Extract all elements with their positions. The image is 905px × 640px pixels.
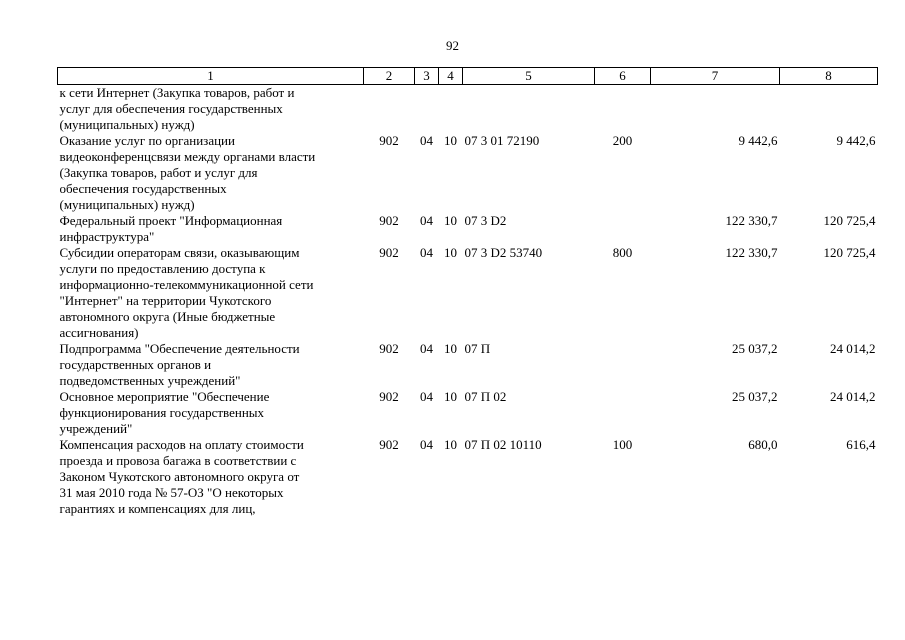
admin-code: 902: [379, 213, 399, 228]
target-article-code: 07 П 02: [464, 389, 507, 404]
row-name-line: Подпрограмма "Обеспечение деятельности: [59, 341, 300, 356]
amount-col7: 25 037,2: [732, 341, 778, 356]
row-name-line: обеспечения государственных: [59, 181, 227, 196]
column-header: 5: [463, 68, 595, 85]
section-code: 04: [420, 389, 433, 404]
row-name: [58, 389, 364, 437]
row-name: [58, 85, 364, 134]
amount-col8: 9 442,6: [836, 133, 876, 148]
target-article-code: 07 П 02 10110: [464, 437, 542, 452]
row-name-line: проезда и провоза багажа в соответствии с: [59, 453, 297, 468]
row-name-line: Компенсация расходов на оплату стоимости: [59, 437, 304, 452]
row-name-line: учреждений": [59, 421, 133, 436]
subsection-code: 10: [444, 389, 457, 404]
amount-col7: 122 330,7: [725, 245, 778, 260]
expense-type-code: [595, 85, 651, 134]
column-header: 6: [595, 68, 651, 85]
subsection-code: [439, 85, 463, 134]
expense-type-code: 100: [612, 437, 633, 452]
amount-col7: 9 442,6: [738, 133, 778, 148]
table-row: [58, 341, 878, 389]
target-article-code: 07 3 01 72190: [464, 133, 540, 148]
amount-col8: 120 725,4: [823, 213, 876, 228]
section-code: [415, 85, 439, 134]
row-name-line: Законом Чукотского автономного округа от: [59, 469, 300, 484]
row-name: [58, 341, 364, 389]
row-name: [58, 245, 364, 341]
table-row: [58, 437, 878, 517]
row-name: [58, 133, 364, 213]
row-name-line: услуг для обеспечения государственных: [59, 101, 283, 116]
page-number: 92: [446, 38, 459, 53]
expense-type-code: [595, 341, 651, 389]
row-name-line: подведомственных учреждений": [59, 373, 241, 388]
row-name: [58, 437, 364, 517]
row-name-line: 31 мая 2010 года № 57-ОЗ "О некоторых: [59, 485, 284, 500]
table-row: [58, 85, 878, 134]
row-name-line: государственных органов и: [59, 357, 212, 372]
subsection-code: 10: [444, 245, 457, 260]
row-name-line: "Интернет" на территории Чукотского: [59, 293, 272, 308]
admin-code: 902: [379, 437, 399, 452]
subsection-code: 10: [444, 341, 457, 356]
row-name-line: информационно-телекоммуникационной сети: [59, 277, 314, 292]
amount-col8: 120 725,4: [823, 245, 876, 260]
row-name-line: гарантиях и компенсациях для лиц,: [59, 501, 256, 516]
column-header: 4: [439, 68, 463, 85]
admin-code: [364, 85, 415, 134]
amount-col8: 616,4: [846, 437, 876, 452]
expense-type-code: [595, 389, 651, 437]
target-article-code: 07 3 D2: [464, 213, 507, 228]
expense-type-code: 200: [612, 133, 633, 148]
budget-table: [57, 67, 878, 517]
expense-type-code: 800: [612, 245, 633, 260]
row-name-line: ассигнования): [59, 325, 139, 340]
amount-col7: 25 037,2: [732, 389, 778, 404]
row-name-line: инфраструктура": [59, 229, 155, 244]
amount-col8: 24 014,2: [830, 389, 876, 404]
admin-code: 902: [379, 341, 399, 356]
section-code: 04: [420, 133, 433, 148]
table-row: [58, 133, 878, 213]
table-body: [58, 85, 878, 518]
expense-type-code: [595, 213, 651, 245]
row-name-line: Федеральный проект "Информационная: [59, 213, 283, 228]
section-code: 04: [420, 245, 433, 260]
table-row: [58, 213, 878, 245]
column-header: 2: [364, 68, 415, 85]
section-code: 04: [420, 213, 433, 228]
target-article-code: [463, 85, 595, 134]
row-name-line: (муниципальных) нужд): [59, 117, 195, 132]
admin-code: 902: [379, 133, 399, 148]
subsection-code: 10: [444, 437, 457, 452]
section-code: 04: [420, 437, 433, 452]
amount-col7: 680,0: [748, 437, 778, 452]
row-name-line: Субсидии операторам связи, оказывающим: [59, 245, 300, 260]
column-header: 8: [780, 68, 878, 85]
row-name-line: услуги по предоставлению доступа к: [59, 261, 266, 276]
row-name-line: к сети Интернет (Закупка товаров, работ и: [59, 85, 295, 100]
column-header: 7: [651, 68, 780, 85]
admin-code: 902: [379, 389, 399, 404]
row-name-line: (муниципальных) нужд): [59, 197, 195, 212]
table-header: [58, 68, 878, 85]
column-header: 3: [415, 68, 439, 85]
section-code: 04: [420, 341, 433, 356]
row-name: [58, 213, 364, 245]
row-name-line: Оказание услуг по организации: [59, 133, 235, 148]
amount-col8: [780, 85, 878, 134]
table-row: [58, 389, 878, 437]
row-name-line: видеоконференцсвязи между органами власти: [59, 149, 316, 164]
row-name-line: автономного округа (Иные бюджетные: [59, 309, 276, 324]
amount-col8: 24 014,2: [830, 341, 876, 356]
column-header: 1: [58, 68, 364, 85]
target-article-code: 07 3 D2 53740: [464, 245, 543, 260]
row-name-line: функционирования государственных: [59, 405, 265, 420]
admin-code: 902: [379, 245, 399, 260]
row-name-line: Основное мероприятие "Обеспечение: [59, 389, 270, 404]
amount-col7: [651, 85, 780, 134]
target-article-code: 07 П: [464, 341, 491, 356]
subsection-code: 10: [444, 133, 457, 148]
subsection-code: 10: [444, 213, 457, 228]
table-row: [58, 245, 878, 341]
row-name-line: (Закупка товаров, работ и услуг для: [59, 165, 258, 180]
amount-col7: 122 330,7: [725, 213, 778, 228]
